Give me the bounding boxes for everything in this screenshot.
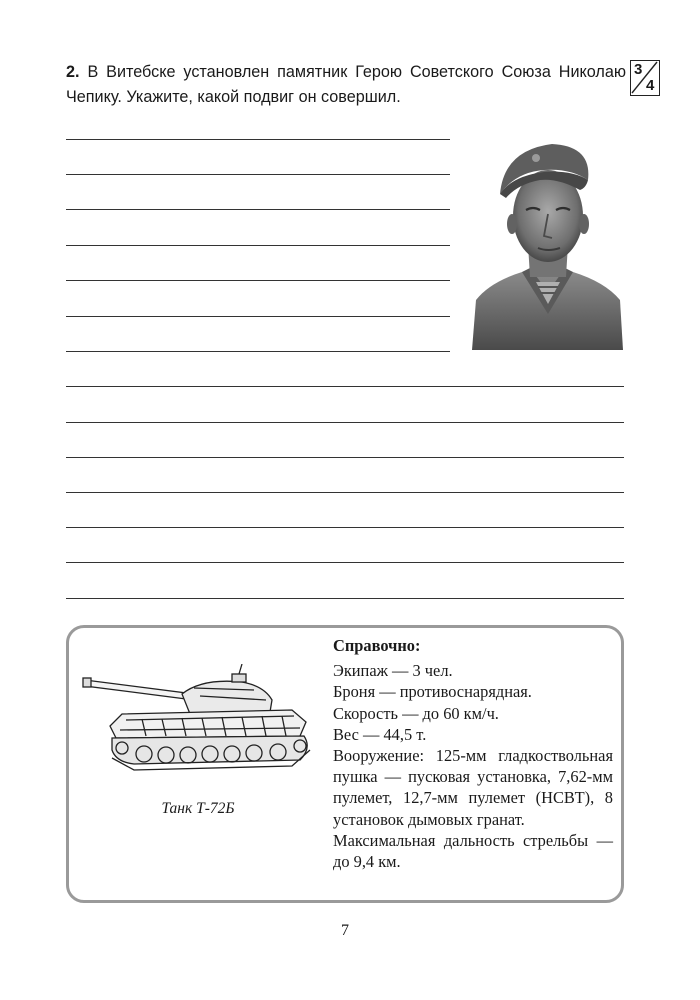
- reference-item: Вес — 44,5 т.: [333, 724, 427, 744]
- reference-text: [333, 635, 613, 872]
- tank-caption: Танк Т-72Б: [161, 800, 235, 817]
- score-bottom: 4: [646, 77, 655, 94]
- answer-line[interactable]: [66, 209, 450, 210]
- answer-line[interactable]: [66, 316, 450, 317]
- reference-title: Справочно:: [333, 636, 421, 655]
- answer-line[interactable]: [66, 351, 450, 352]
- reference-item: Вооружение: 125-мм гладкоствольная пушка — пусковая установка, 7,62-мм пулемет, 12,7-мм пулемет (НСВТ), 8 установок дымовых гранат.: [333, 746, 613, 829]
- score-box: [630, 60, 660, 96]
- answer-line[interactable]: [66, 280, 450, 281]
- answer-line[interactable]: [66, 598, 624, 599]
- answer-line[interactable]: [66, 139, 450, 140]
- reference-item: Скорость — до 60 км/ч.: [333, 703, 499, 723]
- answer-line[interactable]: [66, 174, 450, 175]
- answer-line[interactable]: [66, 245, 450, 246]
- answer-line[interactable]: [66, 527, 624, 528]
- answer-line[interactable]: [66, 562, 624, 563]
- answer-line[interactable]: [66, 386, 624, 387]
- reference-item: Максимальная дальность стрельбы — до 9,4 км.: [333, 830, 613, 872]
- reference-item: Экипаж — 3 чел.: [333, 661, 453, 681]
- answer-line[interactable]: [66, 422, 624, 423]
- question-number: 2.: [66, 63, 80, 81]
- question-text-block: [66, 60, 626, 110]
- question-text: В Витебске установлен памятник Герою Советского Союза Николаю Чепику. Укажите, какой подвиг он совершил.: [66, 63, 626, 106]
- tank-drawing-icon: [82, 664, 314, 778]
- answer-line[interactable]: [66, 492, 624, 493]
- bust-portrait-icon: [470, 132, 625, 350]
- reference-item: Броня — противоснарядная.: [333, 682, 532, 702]
- page-number: 7: [341, 922, 349, 939]
- answer-line[interactable]: [66, 457, 624, 458]
- score-top: 3: [634, 61, 643, 78]
